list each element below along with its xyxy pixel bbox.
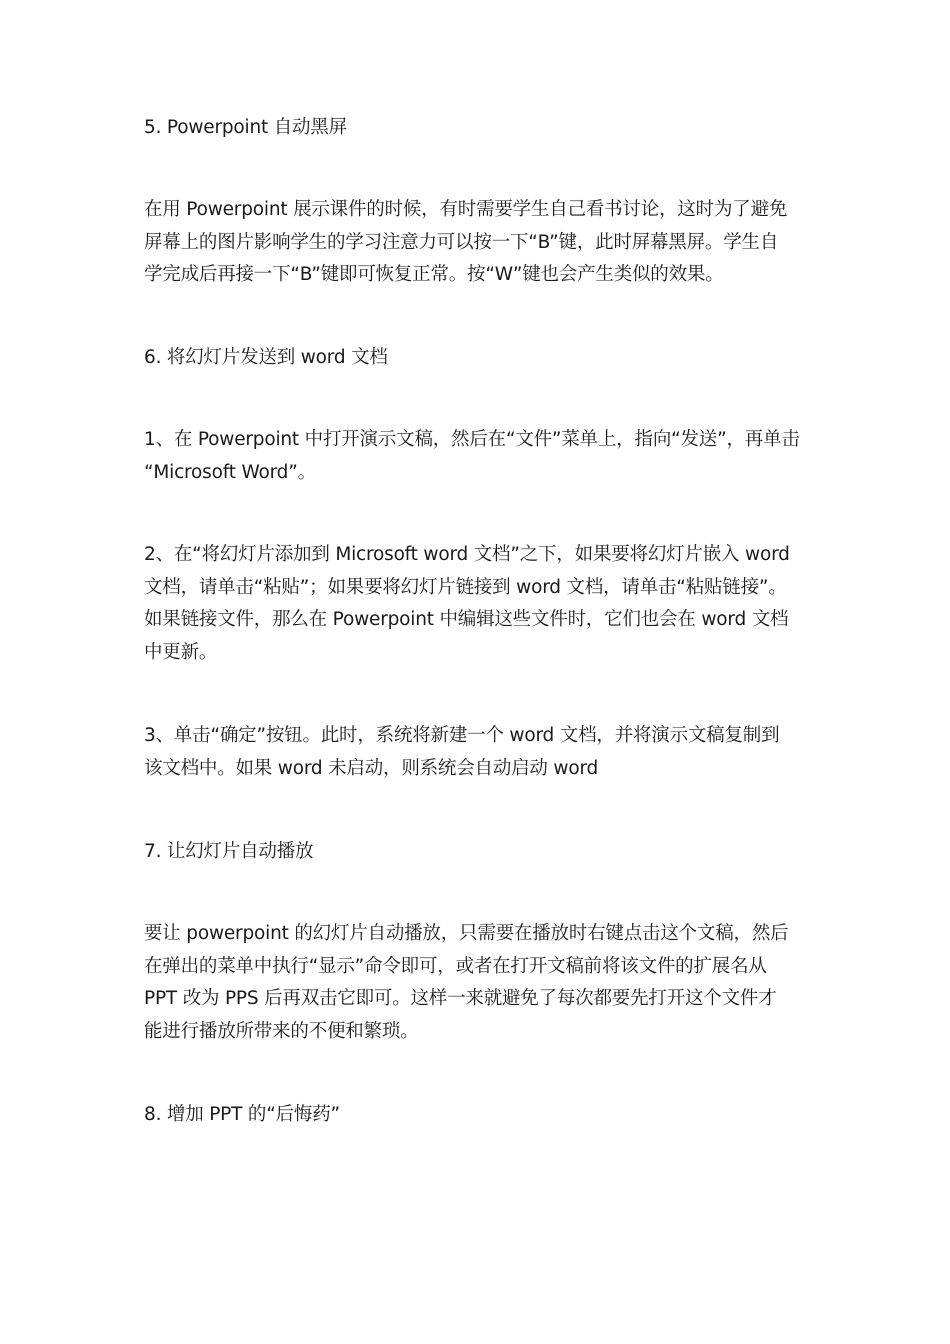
text-line: 该文档中。如果 word 未启动，则系统会自动启动 word (144, 757, 599, 779)
paragraph-black-screen (144, 194, 814, 292)
paragraph-step-2 (144, 539, 814, 669)
heading-5 (144, 112, 814, 145)
text-line: 在弹出的菜单中执行“显示”命令即可，或者在打开文稿前将该文件的扩展名从 (144, 955, 767, 977)
heading-6 (144, 342, 814, 375)
text-line: 7. 让幻灯片自动播放 (144, 841, 314, 862)
heading-7 (144, 836, 814, 869)
text-line: 在用 Powerpoint 展示课件的时候，有时需要学生自己看书讨论，这时为了避免 (144, 199, 788, 220)
text-line: 如果链接文件，那么在 Powerpoint 中编辑这些文件时，它们也会在 word 文档 (144, 609, 789, 630)
text-line: 文档，请单击“粘贴”；如果要将幻灯片链接到 word 文档，请单击“粘贴链接”。 (144, 576, 787, 598)
text-line: 要让 powerpoint 的幻灯片自动播放，只需要在播放时右键点击这个文稿，然后 (144, 923, 789, 944)
heading-8 (144, 1099, 814, 1132)
paragraph-autoplay (144, 918, 814, 1048)
paragraph-step-3 (144, 720, 814, 785)
text-line: 学完成后再接一下“B”键即可恢复正常。按“W”键也会产生类似的效果。 (144, 264, 724, 285)
text-line: “Microsoft Word”。 (144, 461, 316, 483)
text-line: 屏幕上的图片影响学生的学习注意力可以按一下“B”键，此时屏幕黑屏。学生自 (144, 231, 779, 253)
text-line: 6. 将幻灯片发送到 word 文档 (144, 347, 388, 368)
text-line: 3、单击“确定”按钮。此时，系统将新建一个 word 文档，并将演示文稿复制到 (144, 725, 780, 746)
text-line: 8. 增加 PPT 的“后悔药” (144, 1104, 340, 1125)
paragraph-step-1 (144, 424, 814, 489)
text-line: 2、在“将幻灯片添加到 Microsoft word 文档”之下，如果要将幻灯片嵌入 word (144, 544, 790, 565)
text-line: PPT 改为 PPS 后再双击它即可。这样一来就避免了每次都要先打开这个文件才 (144, 988, 777, 1009)
text-line: 1、在 Powerpoint 中打开演示文稿，然后在“文件”菜单上，指向“发送”，再单击 (144, 429, 800, 450)
text-line: 能进行播放所带来的不便和繁琐。 (144, 1020, 419, 1042)
text-line: 5. Powerpoint 自动黑屏 (144, 117, 347, 138)
text-line: 中更新。 (144, 641, 218, 663)
